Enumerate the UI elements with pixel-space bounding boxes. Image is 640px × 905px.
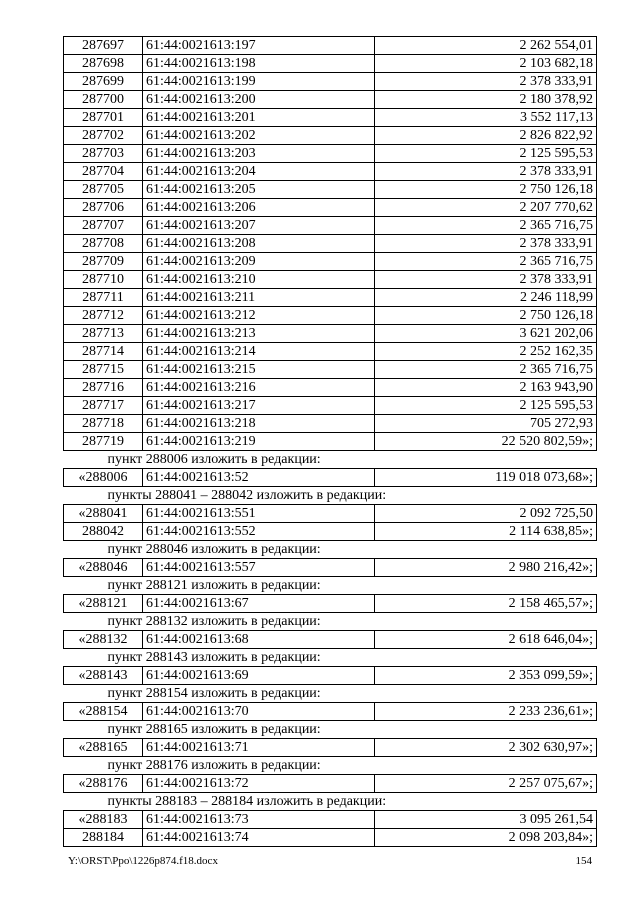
- item-number-cell: 287714: [64, 343, 143, 361]
- cadastral-value-cell: 2 114 638,85»;: [375, 523, 597, 541]
- cadastral-number-cell: 61:44:0021613:199: [143, 73, 375, 91]
- instruction-text: пункты 288041 – 288042 изложить в редакции:: [64, 487, 597, 505]
- cadastral-value-cell: 705 272,93: [375, 415, 597, 433]
- table-row: [64, 523, 597, 541]
- instruction-text: пункт 288132 изложить в редакции:: [64, 613, 597, 631]
- instruction-row: [64, 793, 597, 811]
- table-row: [64, 271, 597, 289]
- cadastral-number-cell: 61:44:0021613:200: [143, 91, 375, 109]
- cadastral-value-cell: 2 252 162,35: [375, 343, 597, 361]
- table-row: [64, 73, 597, 91]
- cadastral-number-cell: 61:44:0021613:217: [143, 397, 375, 415]
- item-number-cell: «288165: [64, 739, 143, 757]
- item-number-cell: 287716: [64, 379, 143, 397]
- table-row: [64, 163, 597, 181]
- cadastral-number-cell: 61:44:0021613:206: [143, 199, 375, 217]
- page-number: 154: [575, 855, 592, 867]
- table-row: [64, 361, 597, 379]
- item-number-cell: 287712: [64, 307, 143, 325]
- cadastral-value-cell: 2 233 236,61»;: [375, 703, 597, 721]
- cadastral-value-cell: 3 552 117,13: [375, 109, 597, 127]
- item-number-cell: 287711: [64, 289, 143, 307]
- cadastral-number-cell: 61:44:0021613:203: [143, 145, 375, 163]
- cadastral-value-cell: 2 163 943,90: [375, 379, 597, 397]
- cadastral-value-cell: 2 103 682,18: [375, 55, 597, 73]
- item-number-cell: 287704: [64, 163, 143, 181]
- table-row: [64, 811, 597, 829]
- table-row: [64, 505, 597, 523]
- cadastral-value-cell: 2 207 770,62: [375, 199, 597, 217]
- cadastral-value-cell: 2 180 378,92: [375, 91, 597, 109]
- cadastral-number-cell: 61:44:0021613:551: [143, 505, 375, 523]
- table-row: [64, 379, 597, 397]
- instruction-text: пункты 288183 – 288184 изложить в редакции:: [64, 793, 597, 811]
- cadastral-number-cell: 61:44:0021613:67: [143, 595, 375, 613]
- cadastral-number-cell: 61:44:0021613:197: [143, 37, 375, 55]
- cadastral-number-cell: 61:44:0021613:215: [143, 361, 375, 379]
- table-row: [64, 307, 597, 325]
- cadastral-value-cell: 2 125 595,53: [375, 397, 597, 415]
- cadastral-number-cell: 61:44:0021613:71: [143, 739, 375, 757]
- instruction-row: [64, 757, 597, 775]
- cadastral-number-cell: 61:44:0021613:214: [143, 343, 375, 361]
- table-row: [64, 55, 597, 73]
- table-row: [64, 631, 597, 649]
- instruction-text: пункт 288046 изложить в редакции:: [64, 541, 597, 559]
- item-number-cell: 287713: [64, 325, 143, 343]
- table-row: [64, 397, 597, 415]
- item-number-cell: 287701: [64, 109, 143, 127]
- cadastral-value-cell: 2 750 126,18: [375, 307, 597, 325]
- cadastral-value-cell: 2 353 099,59»;: [375, 667, 597, 685]
- item-number-cell: 288184: [64, 829, 143, 847]
- item-number-cell: 287718: [64, 415, 143, 433]
- cadastral-number-cell: 61:44:0021613:211: [143, 289, 375, 307]
- instruction-text: пункт 288154 изложить в редакции:: [64, 685, 597, 703]
- cadastral-number-cell: 61:44:0021613:552: [143, 523, 375, 541]
- cadastral-number-cell: 61:44:0021613:557: [143, 559, 375, 577]
- item-number-cell: «288006: [64, 469, 143, 487]
- table-row: [64, 595, 597, 613]
- table-row: [64, 667, 597, 685]
- table-row: [64, 433, 597, 451]
- cadastral-number-cell: 61:44:0021613:201: [143, 109, 375, 127]
- instruction-row: [64, 649, 597, 667]
- instruction-text: пункт 288121 изложить в редакции:: [64, 577, 597, 595]
- item-number-cell: 287706: [64, 199, 143, 217]
- cadastral-value-cell: 2 125 595,53: [375, 145, 597, 163]
- table-row: [64, 199, 597, 217]
- cadastral-number-cell: 61:44:0021613:205: [143, 181, 375, 199]
- item-number-cell: «288121: [64, 595, 143, 613]
- table-row: [64, 181, 597, 199]
- cadastral-number-cell: 61:44:0021613:69: [143, 667, 375, 685]
- cadastral-value-cell: 3 095 261,54: [375, 811, 597, 829]
- cadastral-number-cell: 61:44:0021613:213: [143, 325, 375, 343]
- cadastral-value-cell: 119 018 073,68»;: [375, 469, 597, 487]
- table-row: [64, 325, 597, 343]
- table-row: [64, 559, 597, 577]
- item-number-cell: «288154: [64, 703, 143, 721]
- cadastral-value-cell: 2 826 822,92: [375, 127, 597, 145]
- cadastral-value-cell: 2 365 716,75: [375, 361, 597, 379]
- cadastral-number-cell: 61:44:0021613:210: [143, 271, 375, 289]
- item-number-cell: 287715: [64, 361, 143, 379]
- table-row: [64, 703, 597, 721]
- cadastral-value-cell: 2 750 126,18: [375, 181, 597, 199]
- instruction-row: [64, 451, 597, 469]
- table-row: [64, 91, 597, 109]
- item-number-cell: 287709: [64, 253, 143, 271]
- table-row: [64, 37, 597, 55]
- table-row: [64, 829, 597, 847]
- cadastral-value-cell: 22 520 802,59»;: [375, 433, 597, 451]
- cadastral-value-cell: 2 378 333,91: [375, 73, 597, 91]
- cadastral-value-cell: 2 378 333,91: [375, 271, 597, 289]
- cadastral-value-cell: 2 098 203,84»;: [375, 829, 597, 847]
- cadastral-value-cell: 2 092 725,50: [375, 505, 597, 523]
- instruction-text: пункт 288176 изложить в редакции:: [64, 757, 597, 775]
- cadastral-number-cell: 61:44:0021613:68: [143, 631, 375, 649]
- cadastral-value-cell: 2 257 075,67»;: [375, 775, 597, 793]
- cadastral-number-cell: 61:44:0021613:72: [143, 775, 375, 793]
- cadastral-value-cell: 2 365 716,75: [375, 253, 597, 271]
- item-number-cell: 288042: [64, 523, 143, 541]
- instruction-text: пункт 288165 изложить в редакции:: [64, 721, 597, 739]
- table-row: [64, 343, 597, 361]
- instruction-row: [64, 613, 597, 631]
- cadastral-value-cell: 3 621 202,06: [375, 325, 597, 343]
- item-number-cell: 287710: [64, 271, 143, 289]
- cadastral-number-cell: 61:44:0021613:74: [143, 829, 375, 847]
- item-number-cell: «288046: [64, 559, 143, 577]
- table-row: [64, 235, 597, 253]
- instruction-row: [64, 487, 597, 505]
- item-number-cell: 287702: [64, 127, 143, 145]
- cadastral-number-cell: 61:44:0021613:73: [143, 811, 375, 829]
- cadastral-number-cell: 61:44:0021613:204: [143, 163, 375, 181]
- table-row: [64, 415, 597, 433]
- item-number-cell: 287717: [64, 397, 143, 415]
- item-number-cell: 287699: [64, 73, 143, 91]
- cadastral-value-cell: 2 618 646,04»;: [375, 631, 597, 649]
- instruction-row: [64, 685, 597, 703]
- item-number-cell: «288132: [64, 631, 143, 649]
- cadastral-number-cell: 61:44:0021613:209: [143, 253, 375, 271]
- cadastral-number-cell: 61:44:0021613:208: [143, 235, 375, 253]
- instruction-text: пункт 288006 изложить в редакции:: [64, 451, 597, 469]
- item-number-cell: «288143: [64, 667, 143, 685]
- cadastral-value-cell: 2 378 333,91: [375, 235, 597, 253]
- table-row: [64, 739, 597, 757]
- table-row: [64, 127, 597, 145]
- item-number-cell: «288041: [64, 505, 143, 523]
- table-row: [64, 775, 597, 793]
- table-row: [64, 217, 597, 235]
- cadastral-value-cell: 2 302 630,97»;: [375, 739, 597, 757]
- cadastral-number-cell: 61:44:0021613:219: [143, 433, 375, 451]
- item-number-cell: «288176: [64, 775, 143, 793]
- cadastral-number-cell: 61:44:0021613:198: [143, 55, 375, 73]
- item-number-cell: 287703: [64, 145, 143, 163]
- table-row: [64, 109, 597, 127]
- item-number-cell: 287697: [64, 37, 143, 55]
- cadastral-number-cell: 61:44:0021613:218: [143, 415, 375, 433]
- item-number-cell: 287705: [64, 181, 143, 199]
- cadastral-value-cell: 2 365 716,75: [375, 217, 597, 235]
- table-row: [64, 145, 597, 163]
- item-number-cell: 287698: [64, 55, 143, 73]
- instruction-row: [64, 577, 597, 595]
- item-number-cell: 287700: [64, 91, 143, 109]
- cadastral-number-cell: 61:44:0021613:202: [143, 127, 375, 145]
- cadastral-value-cell: 2 980 216,42»;: [375, 559, 597, 577]
- table-row: [64, 469, 597, 487]
- cadastral-number-cell: 61:44:0021613:216: [143, 379, 375, 397]
- cadastral-value-cell: 2 378 333,91: [375, 163, 597, 181]
- table-row: [64, 253, 597, 271]
- cadastral-value-cell: 2 158 465,57»;: [375, 595, 597, 613]
- cadastral-number-cell: 61:44:0021613:212: [143, 307, 375, 325]
- item-number-cell: «288183: [64, 811, 143, 829]
- cadastral-number-cell: 61:44:0021613:70: [143, 703, 375, 721]
- table-body: [64, 37, 597, 847]
- item-number-cell: 287719: [64, 433, 143, 451]
- file-path: Y:\ORST\Ppo\1226p874.f18.docx: [68, 855, 218, 867]
- item-number-cell: 287708: [64, 235, 143, 253]
- instruction-row: [64, 541, 597, 559]
- item-number-cell: 287707: [64, 217, 143, 235]
- cadastral-value-cell: 2 262 554,01: [375, 37, 597, 55]
- table-row: [64, 289, 597, 307]
- cadastral-value-table: [63, 36, 597, 847]
- instruction-text: пункт 288143 изложить в редакции:: [64, 649, 597, 667]
- cadastral-number-cell: 61:44:0021613:52: [143, 469, 375, 487]
- instruction-row: [64, 721, 597, 739]
- cadastral-number-cell: 61:44:0021613:207: [143, 217, 375, 235]
- cadastral-value-cell: 2 246 118,99: [375, 289, 597, 307]
